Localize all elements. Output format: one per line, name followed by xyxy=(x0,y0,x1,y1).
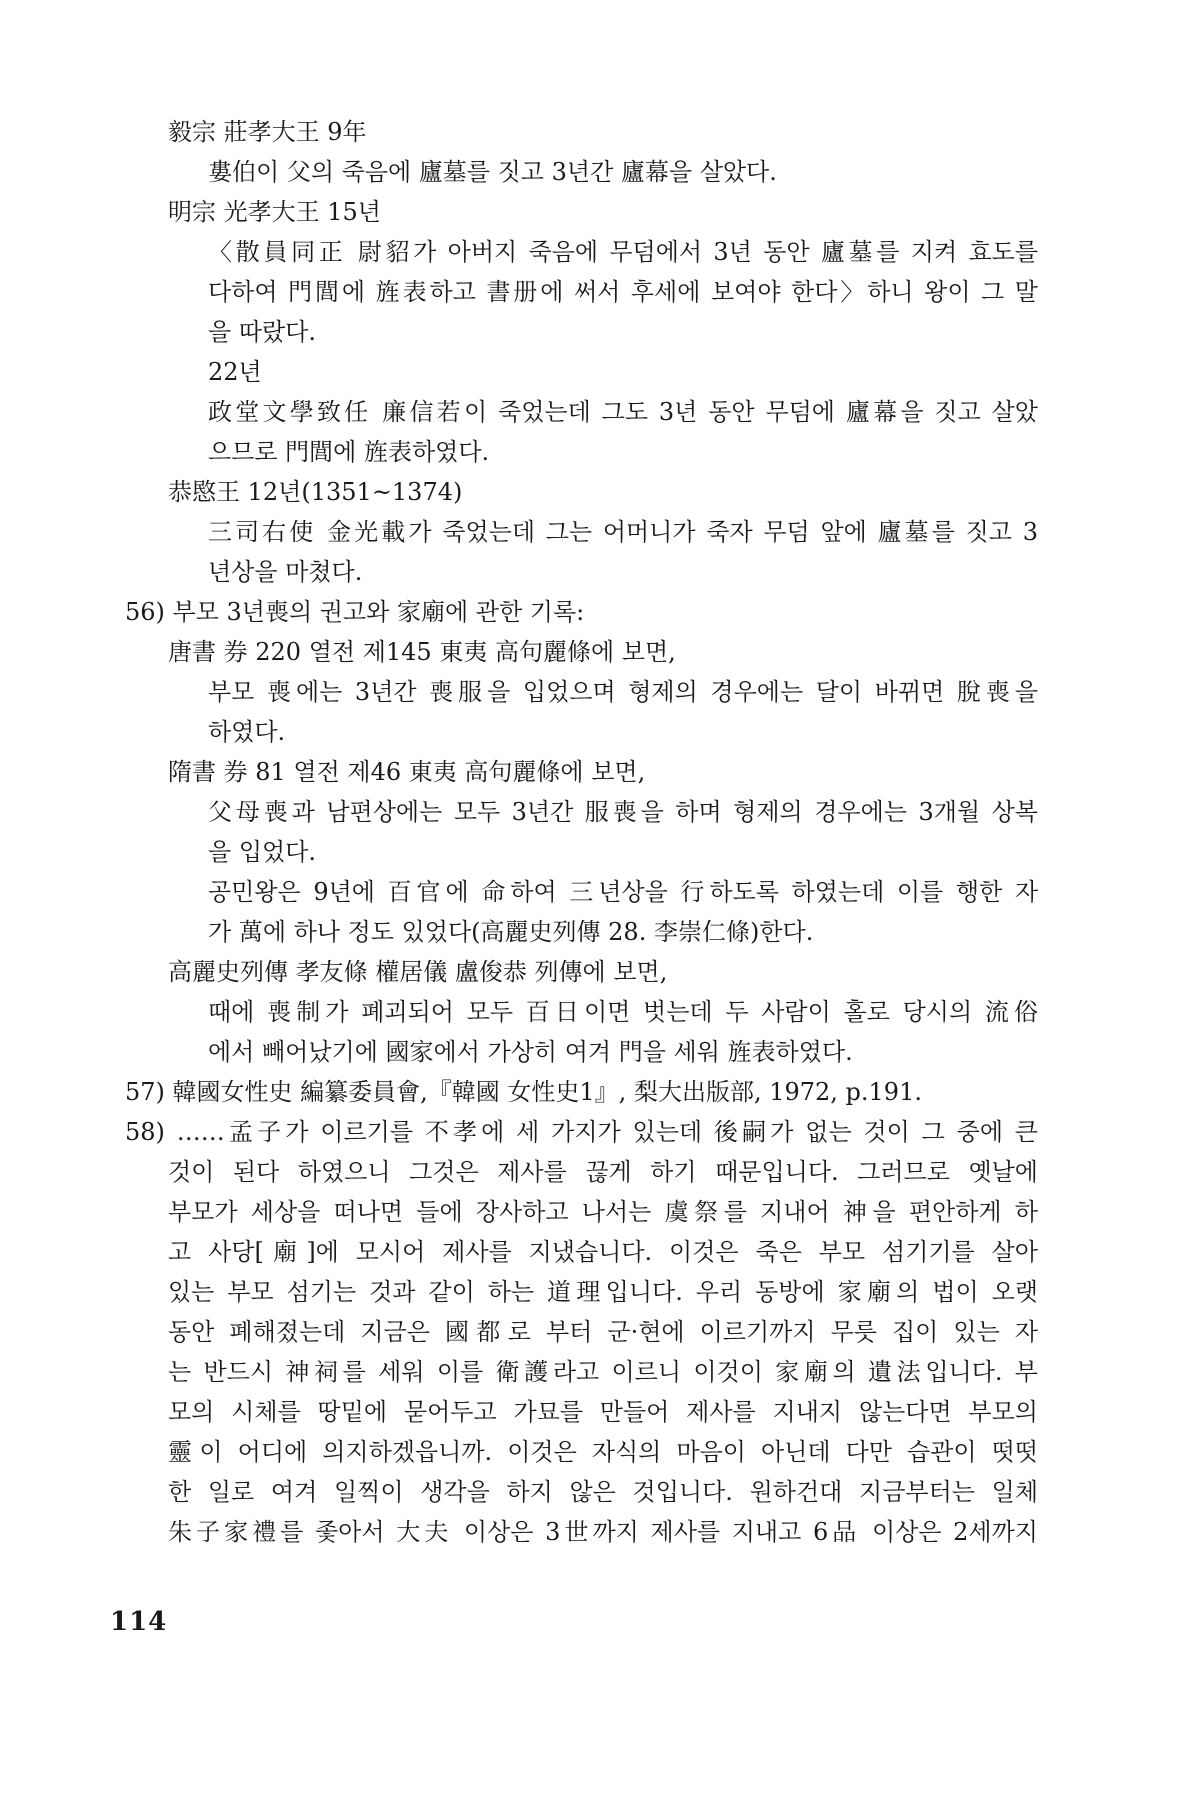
text-line: 을 입었다. xyxy=(208,838,316,866)
text-line: 것이 된다 하였으니 그것은 제사를 끊게 하기 때문입니다. 그러므로 옛날에 xyxy=(168,1158,1038,1186)
footnote-57: 57) 韓國女性史 編纂委員會,『韓國 女性史1』, 梨大出版部, 1972, p.191. xyxy=(125,1078,922,1106)
text-line: 靈이 어디에 의지하겠읍니까. 이것은 자식의 마음이 아닌데 다만 습관이 떳떳 xyxy=(168,1438,1038,1466)
text-line: 있는 부모 섬기는 것과 같이 하는 道理입니다. 우리 동방에 家廟의 법이 오랫 xyxy=(168,1278,1038,1306)
text-line: 朱子家禮를 좇아서 大夫 이상은 3世까지 제사를 지내고 6品 이상은 2세까지 xyxy=(168,1518,1038,1546)
text-line: 婁伯이 父의 죽음에 廬墓를 짓고 3년간 廬幕을 살았다. xyxy=(208,158,777,186)
text-line: 다하여 門閭에 旌表하고 書册에 써서 후세에 보여야 한다〉하니 왕이 그 말 xyxy=(208,278,1038,306)
text-line: 때에 喪制가 폐괴되어 모두 百日이면 벗는데 두 사람이 홀로 당시의 流俗 xyxy=(208,998,1038,1026)
text-line: 하였다. xyxy=(208,718,286,746)
text-line: 22년 xyxy=(208,358,262,386)
text-line: 한 일로 여겨 일찍이 생각을 하지 않은 것입니다. 원하건대 지금부터는 일체 xyxy=(168,1478,1038,1506)
text-line: 을 따랐다. xyxy=(208,318,316,346)
text-line: 高麗史列傳 孝友條 權居儀 盧俊恭 列傳에 보면, xyxy=(168,958,668,986)
page-number: 114 xyxy=(110,1607,168,1637)
text-line: 으므로 門閭에 旌表하였다. xyxy=(208,438,490,466)
text-line: 政堂文學致任 廉信若이 죽었는데 그도 3년 동안 무덤에 廬幕을 짓고 살았 xyxy=(208,398,1038,426)
text-line: 明宗 光孝大王 15년 xyxy=(168,198,381,226)
text-line: 고 사당[廟]에 모시어 제사를 지냈습니다. 이것은 죽은 부모 섬기기를 살아 xyxy=(168,1238,1038,1266)
footnote-58: 58) ……孟子가 이르기를 不孝에 세 가지가 있는데 後嗣가 없는 것이 그 중에 큰 xyxy=(125,1118,1038,1146)
text-line: 父母喪과 남편상에는 모두 3년간 服喪을 하며 형제의 경우에는 3개월 상복 xyxy=(208,798,1038,826)
text-line: 〈散員同正 尉貂가 아버지 죽음에 무덤에서 3년 동안 廬墓를 지켜 효도를 xyxy=(208,238,1038,266)
text-line: 부모가 세상을 떠나면 들에 장사하고 나서는 虞祭를 지내어 神을 편안하게 하 xyxy=(168,1198,1038,1226)
text-line: 恭愍王 12년(1351~1374) xyxy=(168,478,463,506)
text-line: 는 반드시 神祠를 세워 이를 衛護라고 이르니 이것이 家廟의 遺法입니다. 부 xyxy=(168,1358,1038,1386)
footnote-56: 56) 부모 3년喪의 권고와 家廟에 관한 기록: xyxy=(125,598,585,626)
text-line: 부모 喪에는 3년간 喪服을 입었으며 형제의 경우에는 달이 바뀌면 脫喪을 xyxy=(208,678,1038,706)
text-line: 가 萬에 하나 정도 있었다(高麗史列傳 28. 李崇仁條)한다. xyxy=(208,918,814,946)
text-line: 모의 시체를 땅밑에 묻어두고 가묘를 만들어 제사를 지내지 않는다면 부모의 xyxy=(168,1398,1038,1426)
text-line: 唐書 券 220 열전 제145 東夷 高句麗條에 보면, xyxy=(168,638,676,666)
text-line: 隋書 券 81 열전 제46 東夷 高句麗條에 보면, xyxy=(168,758,646,786)
text-line: 동안 폐해졌는데 지금은 國都로 부터 군·현에 이르기까지 무릇 집이 있는 자 xyxy=(168,1318,1038,1346)
text-line: 공민왕은 9년에 百官에 命하여 三년상을 行하도록 하였는데 이를 행한 자 xyxy=(208,878,1038,906)
text-line: 三司右使 金光載가 죽었는데 그는 어머니가 죽자 무덤 앞에 廬墓를 짓고 3 xyxy=(208,518,1038,546)
text-line: 毅宗 莊孝大王 9年 xyxy=(168,118,367,146)
text-line: 에서 빼어났기에 國家에서 가상히 여겨 門을 세워 旌表하였다. xyxy=(208,1038,853,1066)
text-line: 년상을 마쳤다. xyxy=(208,558,363,586)
